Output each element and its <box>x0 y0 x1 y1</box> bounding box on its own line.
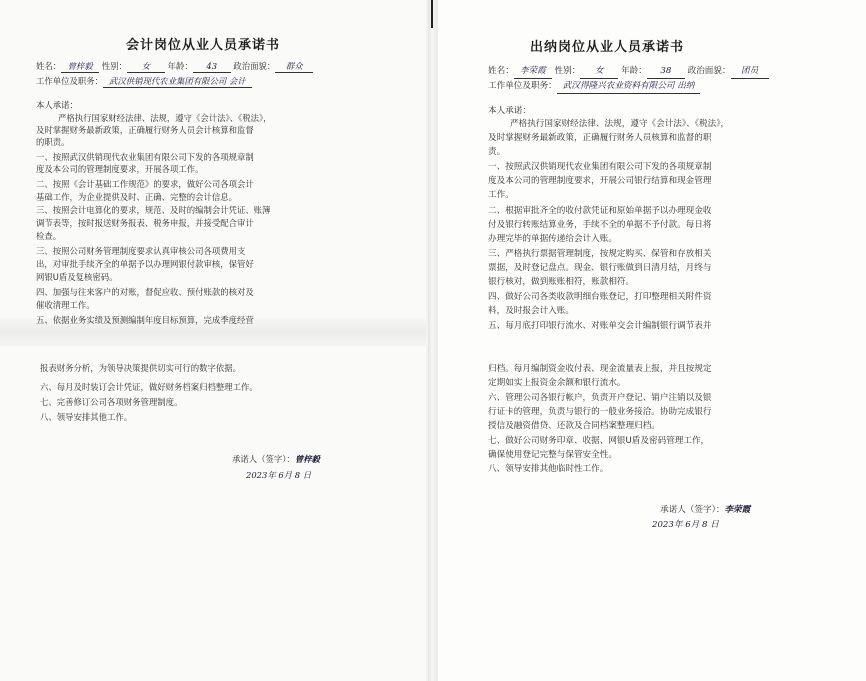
page-title: 会计岗位从业人员承诺书 <box>126 38 281 53</box>
body-line: 二、根据审批齐全的收付款凭证和原始单据予以办理现金收 <box>488 206 712 216</box>
body-line: 票据，及时登记盘点。现金、银行账做到日清月结，月终与 <box>488 263 712 273</box>
body-line: 六、每月及时装订会计凭证，做好财务档案归档整理工作。 <box>40 382 258 392</box>
body-line: 及时掌握财务最新政策，正确履行财务人员核算和监督的职 <box>488 133 712 143</box>
signature-row: 承诺人（签字）：曾梓毅 <box>232 454 320 464</box>
body-line: 度及本公司的管理制度要求，开展各项工作。 <box>36 164 204 174</box>
personal-info-row: 姓名： 曾梓毅 性别： 女 年龄： 43 政治面貌： 群众 <box>36 60 313 73</box>
body-line: 报表财务分析，为领导决策提供切实可行的数字依据。 <box>40 363 241 373</box>
body-line: 归档。每月编制资金收付表、现金流量表上报，并且按规定 <box>488 364 712 374</box>
intro-text: 本人承诺： <box>488 106 531 116</box>
politics-value: 群众 <box>275 60 313 73</box>
intro-text: 本人承诺： <box>36 100 78 110</box>
body-line: 六、管理公司各银行帐户，负责开户登记、销户注销以及银 <box>488 393 712 403</box>
body-line: 一、按照武汉供销现代农业集团有限公司下发的各项规章制 <box>488 162 712 172</box>
body-line: 出，对审批手续齐全的单据予以办理网银付款审核，保管好 <box>36 259 254 269</box>
body-line: 网银U盾及复核密码。 <box>36 272 118 282</box>
body-line: 四、加强与往来客户的对账，督促应收、预付账款的核对及 <box>36 287 254 297</box>
body-line: 严格执行国家财经法律、法规，遵守《会计法》、《税法》， <box>58 113 272 123</box>
body-line: 一、按照武汉供销现代农业集团有限公司下发的各项规章制 <box>36 152 254 162</box>
age-value: 38 <box>647 64 685 79</box>
body-line: 付及银行转账结算业务，手续不全的单据不予付款。每日将 <box>488 220 712 230</box>
body-line: 基础工作，为企业提供及时、正确、完整的会计信息。 <box>36 192 237 202</box>
body-line: 确保使用登记完整与保管安全性。 <box>488 450 617 460</box>
body-line: 五、依据业务实绩及预测编制年度目标预算，完成季度经营 <box>36 315 254 325</box>
body-line: 三、按照会计电算化的要求，规范、及时的编制会计凭证、账簿 <box>36 205 271 215</box>
body-line: 七、做好公司财务印章、收据、网银U盾及密码管理工作， <box>488 436 710 446</box>
body-line: 四、做好公司各类收款明细台账登记，打印整理相关附件资 <box>488 292 712 302</box>
name-value: 李荣霞 <box>514 64 552 79</box>
page-divider <box>428 0 438 681</box>
body-line: 七、完善修订公司各项财务管理制度。 <box>40 397 183 407</box>
body-line: 责。 <box>488 147 506 157</box>
body-line: 工作。 <box>488 190 514 200</box>
handwritten-signature: 李荣霞 <box>724 505 751 515</box>
body-line: 八、领导安排其他临时性工作。 <box>488 464 609 474</box>
sign-date: 2023年 6月 8 日 <box>246 470 312 480</box>
body-line: 办理完毕的单据传递给会计入账。 <box>488 234 617 244</box>
body-line: 行证卡的管理，负责与银行的一般业务接洽。协助完成银行 <box>488 407 712 417</box>
body-line: 银行核对，做到账账相符，账款相符。 <box>488 277 635 287</box>
age-value: 43 <box>193 60 231 73</box>
body-line: 五、每月底打印银行流水、对账单交会计编制银行调节表并 <box>488 321 712 331</box>
body-line: 检查。 <box>36 231 62 241</box>
body-line: 料，及时报会计入账。 <box>488 306 574 316</box>
unit-value: 武汉供销现代农业集团有限公司 会计 <box>103 75 252 88</box>
accountant-commitment-page <box>0 0 426 681</box>
body-line: 调节表等，按时报送财务报表、税务申报，并接受配合审计 <box>36 218 254 228</box>
body-line: 八、领导安排其他工作。 <box>40 412 133 422</box>
body-line: 二、按照《会计基础工作规范》的要求，做好公司各项会计 <box>36 179 254 189</box>
body-line: 三、严格执行票据管理制度，按规定购买、保管和存放相关 <box>488 249 712 259</box>
gender-value: 女 <box>580 64 618 79</box>
body-line: 授信及融资借贷、还款及合同档案整理归档。 <box>488 421 660 431</box>
body-line: 的职责。 <box>36 137 70 147</box>
body-line: 及时掌握财务最新政策，正确履行财务人员会计核算和监督 <box>36 125 254 135</box>
unit-row: 工作单位及职务： 武汉供销现代农业集团有限公司 会计 <box>36 75 252 88</box>
signature-row: 承诺人（签字）：李荣霞 <box>660 505 751 515</box>
body-line: 严格执行国家财经法律、法规，遵守《会计法》、《税法》， <box>510 119 730 129</box>
body-line: 催收清理工作。 <box>36 300 95 310</box>
body-line: 三、按照公司财务管理制度要求认真审核公司各项费用支 <box>36 246 246 256</box>
name-value: 曾梓毅 <box>61 60 99 73</box>
unit-value: 武汉得隆兴农业资料有限公司 出纳 <box>557 79 701 94</box>
gender-value: 女 <box>127 60 165 73</box>
personal-info-row: 姓名： 李荣霞 性别： 女 年龄： 38 政治面貌： 团员 <box>488 64 769 79</box>
body-line: 定期如实上报资金余额和银行流水。 <box>488 378 626 388</box>
sign-date: 2023年 6月 8 日 <box>652 520 719 530</box>
handwritten-signature: 曾梓毅 <box>294 454 320 464</box>
body-line: 度及本公司的管理制度要求，开展公司银行结算和现金管理 <box>488 176 712 186</box>
politics-value: 团员 <box>731 64 769 79</box>
cashier-commitment-page <box>438 0 866 681</box>
unit-row: 工作单位及职务： 武汉得隆兴农业资料有限公司 出纳 <box>488 79 700 94</box>
page-title: 出纳岗位从业人员承诺书 <box>530 40 685 55</box>
